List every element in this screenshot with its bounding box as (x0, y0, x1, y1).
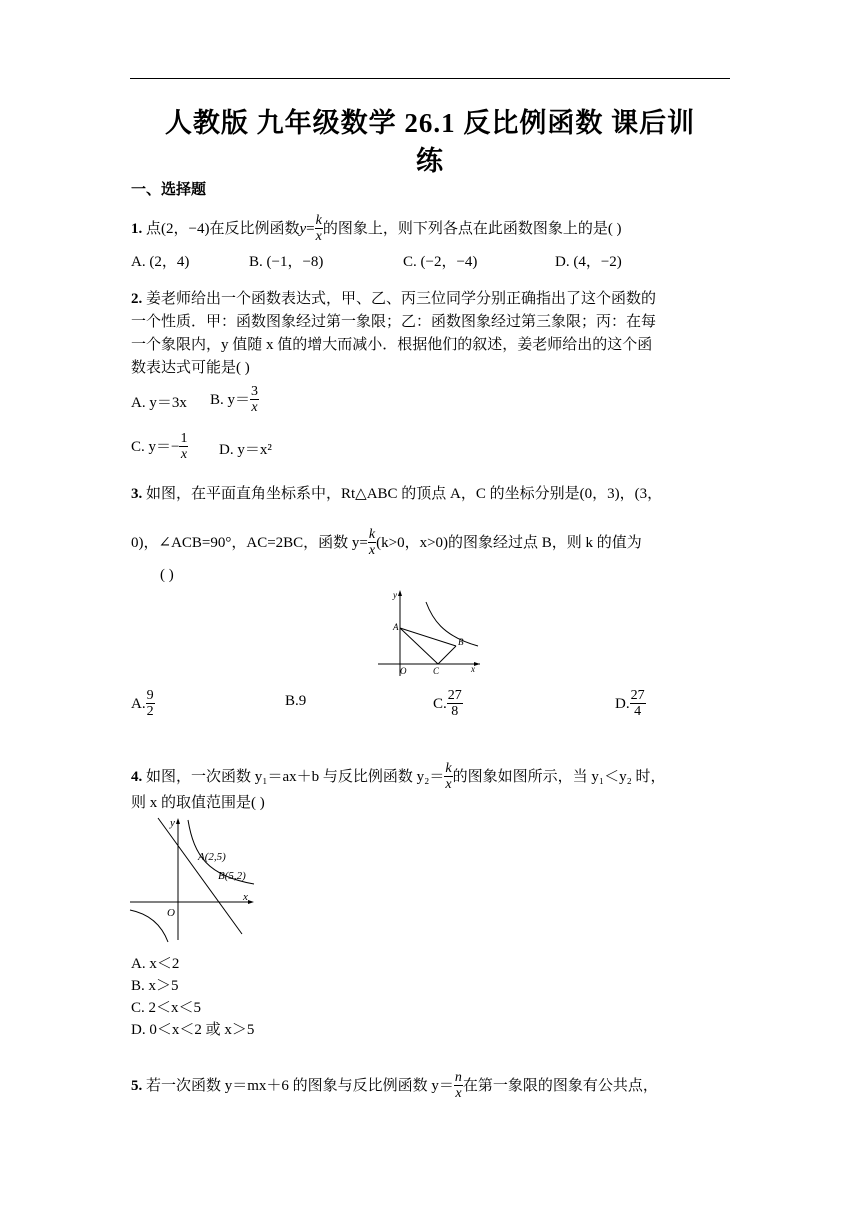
q3-line-1: 如图，在平面直角坐标系中，Rt△ABC 的顶点 A，C 的坐标分别是(0，3)，(3， (146, 486, 663, 502)
q1-option-a[interactable]: A. (2，4) (131, 254, 190, 270)
q4-option-a[interactable]: A. x＜2 (131, 956, 180, 972)
fraction: $\frac{n}{x}$ (454, 1070, 462, 1101)
fraction: $\frac{k}{x}$ (445, 761, 452, 792)
q2-line-4: 数表达式可能是( ) (131, 360, 250, 376)
fraction: $\frac{1}{x}$ (180, 431, 188, 462)
fraction: $\frac{27}{8}$ (447, 688, 462, 719)
question-number: 5. (131, 1077, 143, 1094)
header-rule (130, 78, 730, 79)
point-a-label: A (393, 622, 399, 632)
x-axis-label: x (243, 891, 248, 903)
q3-option-b[interactable]: B.9 (285, 693, 307, 709)
fraction: $\frac{27}{4}$ (630, 688, 645, 719)
q2-line-1: 姜老师给出一个函数表达式，甲、乙、丙三位同学分别正确指出了这个函数的 (146, 291, 657, 307)
section-heading: 一、选择题 (131, 182, 207, 198)
title-line-1: 人教版 九年级数学 26.1 反比例函数 课后训 (164, 108, 696, 138)
q1-option-b[interactable]: B. (−1，−8) (249, 254, 324, 270)
q1-text-b: 的图象上，则下列各点在此函数图象上的是( ) (322, 220, 622, 237)
q4-option-c[interactable]: C. 2＜x＜5 (131, 1000, 202, 1016)
fraction: $\frac{k}{x}$ (315, 213, 322, 244)
fraction: $\frac{3}{x}$ (251, 384, 259, 415)
origin-label: O (400, 666, 407, 676)
q3-line-3: ( ) (160, 567, 174, 583)
q3-option-a[interactable]: A. $\frac{9}{2}$ (131, 688, 154, 719)
question-5: 5. 若一次函数 y＝mx＋6 的图象与反比例函数 y＝ $\frac{n}{x}$ 在第一象限的图象有公共点， (131, 1070, 658, 1101)
q4-option-d[interactable]: D. 0＜x＜2 或 x＞5 (131, 1022, 255, 1038)
fraction: $\frac{k}{x}$ (368, 527, 376, 558)
q2-option-c[interactable]: C. y＝− $\frac{1}{x}$ (131, 431, 188, 462)
q3-figure (378, 588, 482, 678)
q2-line-3: 一个象限内，y 值随 x 值的增大而减小．根据他们的叙述，姜老师给出的这个函 (131, 337, 653, 353)
q4-option-b[interactable]: B. x＞5 (131, 978, 179, 994)
point-c-label: C (433, 666, 440, 676)
title-line-2: 练 (416, 146, 444, 176)
page-title (130, 104, 730, 180)
question-3 (131, 486, 662, 503)
y-axis-label: y (170, 817, 175, 829)
q2-option-b[interactable]: B. y＝ $\frac{3}{x}$ (210, 384, 259, 415)
question-2 (131, 291, 656, 308)
question-number: 2. (131, 291, 143, 307)
question-4: 4. 如图，一次函数 y₁＝ax＋b 与反比例函数 y₂＝ $\frac{k}{x}$ 的图象如图所示，当 y₁＜y₂ 时， (131, 761, 666, 792)
q3-option-d[interactable]: D. $\frac{27}{4}$ (615, 688, 645, 719)
q2-option-d[interactable]: D. y＝x² (219, 442, 272, 458)
q1-option-d[interactable]: D. (4，−2) (555, 254, 622, 270)
question-number: 4. (131, 768, 143, 785)
question-1: 1. 点(2，−4)在反比例函数y= $\frac{k}{x}$ 的图象上，则下列各点在此函数图象上的是( ) (131, 213, 622, 244)
point-b-label: B(5,2) (218, 870, 246, 882)
q2-option-a[interactable]: A. y＝3x (131, 395, 187, 411)
point-a-label: A(2,5) (198, 851, 226, 863)
origin-label: O (167, 907, 175, 919)
q3-option-c[interactable]: C. $\frac{27}{8}$ (433, 688, 462, 719)
fraction: $\frac{9}{2}$ (146, 688, 154, 719)
q1-text-a: 点(2，−4)在反比例函数 (146, 220, 300, 237)
q4-figure (128, 814, 258, 944)
q1-option-c[interactable]: C. (−2，−4) (403, 254, 478, 270)
q2-line-2: 一个性质．甲：函数图象经过第一象限；乙：函数图象经过第三象限；丙：在每 (131, 314, 657, 330)
question-number: 3. (131, 486, 143, 502)
y-axis-label: y (393, 590, 397, 600)
q3-line-2: 0)，∠ACB=90°，AC=2BC，函数 y= $\frac{k}{x}$ (k>0，x>0)的图象经过点 B，则 k 的值为 (131, 527, 642, 558)
x-axis-label: x (471, 664, 475, 674)
point-b-label: B (458, 637, 464, 647)
question-number: 1. (131, 220, 143, 237)
q4-line-2: 则 x 的取值范围是( ) (131, 795, 265, 811)
